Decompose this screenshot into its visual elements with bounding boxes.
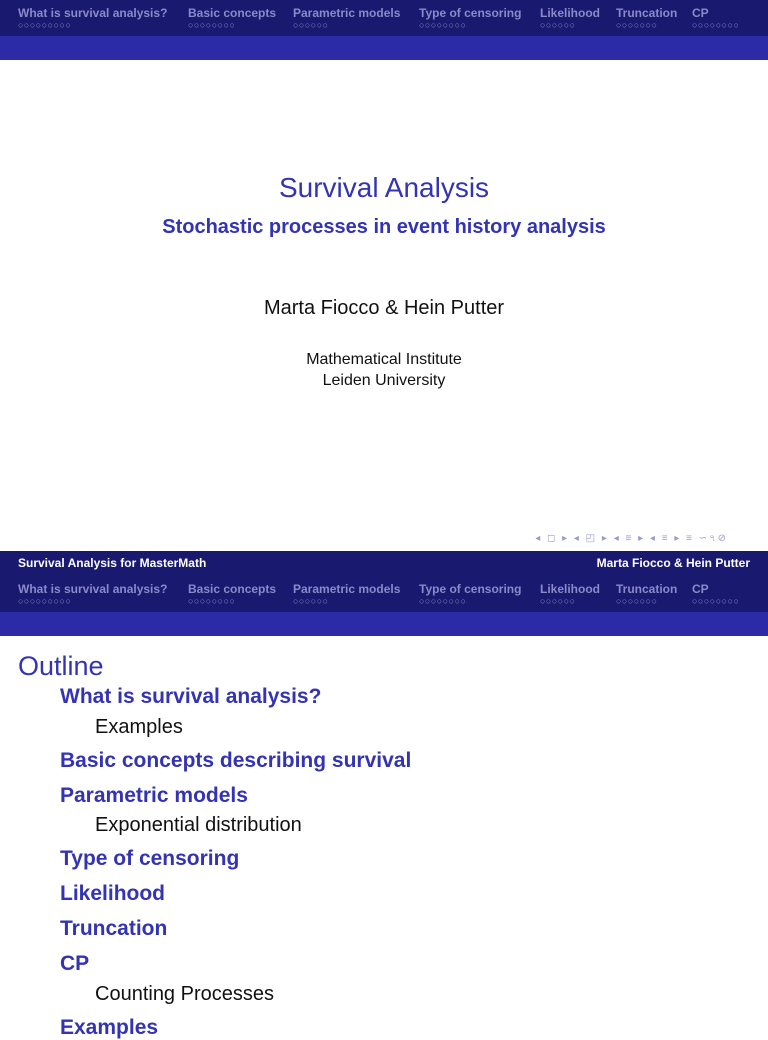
outline-slide xyxy=(0,551,768,1039)
nav-section-basic-concepts[interactable]: Basic concepts ○○○○○○○○ xyxy=(188,582,277,606)
toc-subsection[interactable]: Counting Processes xyxy=(95,983,274,1005)
nav-section-censoring[interactable]: Type of censoring ○○○○○○○○ xyxy=(419,582,522,606)
nav-section-cp[interactable]: CP ○○○○○○○○ xyxy=(692,582,740,606)
toc-section[interactable]: Type of censoring xyxy=(60,847,240,870)
nav-section-parametric[interactable]: Parametric models ○○○○○○ xyxy=(293,6,401,30)
footline-info-bar xyxy=(0,551,768,576)
nav-section-basic-concepts[interactable]: Basic concepts ○○○○○○○○ xyxy=(188,6,277,30)
nav-section-truncation[interactable]: Truncation ○○○○○○○ xyxy=(616,6,678,30)
toc-section[interactable]: Truncation xyxy=(60,917,168,940)
nav-dots[interactable]: ○○○○○○ xyxy=(540,596,576,606)
toc-section[interactable]: CP xyxy=(60,952,90,975)
institute-line-2: Leiden University xyxy=(322,372,446,389)
footline-short-title: Survival Analysis for MasterMath xyxy=(18,556,207,570)
nav-sections xyxy=(0,576,768,612)
nav-dots[interactable]: ○○○○○○○ xyxy=(616,20,658,30)
slide-title: Survival Analysis xyxy=(278,172,490,203)
nav-section-cp[interactable]: CP ○○○○○○○○ xyxy=(692,6,740,30)
nav-section-likelihood[interactable]: Likelihood ○○○○○○ xyxy=(540,582,600,606)
toc-section[interactable]: Parametric models xyxy=(60,784,248,807)
nav-section-likelihood[interactable]: Likelihood ○○○○○○ xyxy=(540,6,600,30)
nav-dots[interactable]: ○○○○○○○○ xyxy=(419,20,467,30)
institute-line-1: Mathematical Institute xyxy=(306,351,462,368)
subsection-bar xyxy=(0,612,768,636)
slide-institute xyxy=(0,349,768,391)
section-navigation-bar xyxy=(0,576,768,612)
nav-dots[interactable]: ○○○○○○○○○ xyxy=(18,596,72,606)
footline-short-authors: Marta Fiocco & Hein Putter xyxy=(596,556,750,570)
nav-dots[interactable]: ○○○○○○○○ xyxy=(188,596,236,606)
nav-sections xyxy=(0,0,768,36)
section-navigation-bar xyxy=(0,0,768,36)
nav-dots[interactable]: ○○○○○○○○ xyxy=(692,20,740,30)
toc-section[interactable]: What is survival analysis? xyxy=(60,685,322,708)
toc-section[interactable]: Examples xyxy=(60,1016,159,1039)
subsection-bar xyxy=(0,36,768,60)
nav-section-truncation[interactable]: Truncation ○○○○○○○ xyxy=(616,582,678,606)
nav-dots[interactable]: ○○○○○○ xyxy=(540,20,576,30)
nav-dots[interactable]: ○○○○○○○○ xyxy=(188,20,236,30)
frame-title: Outline xyxy=(18,651,104,681)
nav-section-censoring[interactable]: Type of censoring ○○○○○○○○ xyxy=(419,6,522,30)
nav-dots[interactable]: ○○○○○○ xyxy=(293,596,329,606)
toc-subsection[interactable]: Exponential distribution xyxy=(95,814,302,836)
nav-dots[interactable]: ○○○○○○○○○ xyxy=(18,20,72,30)
beamer-navigation-symbols[interactable]: ◂ ◻ ▸ ◂ ◰ ▸ ◂ ≡ ▸ ◂ ≡ ▸ ≡ ∽৭⊘ xyxy=(535,533,728,544)
slide-subtitle: Stochastic processes in event history analysis xyxy=(162,216,606,238)
toc-section[interactable]: Likelihood xyxy=(60,882,165,905)
nav-dots[interactable]: ○○○○○○○○ xyxy=(692,596,740,606)
toc-subsection[interactable]: Examples xyxy=(95,716,183,738)
nav-section-parametric[interactable]: Parametric models ○○○○○○ xyxy=(293,582,401,606)
nav-dots[interactable]: ○○○○○○○ xyxy=(616,596,658,606)
nav-section-what-is[interactable]: What is survival analysis? ○○○○○○○○○ xyxy=(18,582,168,606)
nav-section-what-is[interactable]: What is survival analysis? ○○○○○○○○○ xyxy=(18,6,168,30)
nav-dots[interactable]: ○○○○○○ xyxy=(293,20,329,30)
toc-section[interactable]: Basic concepts describing survival xyxy=(60,749,412,772)
slide-authors: Marta Fiocco & Hein Putter xyxy=(263,297,505,319)
nav-dots[interactable]: ○○○○○○○○ xyxy=(419,596,467,606)
